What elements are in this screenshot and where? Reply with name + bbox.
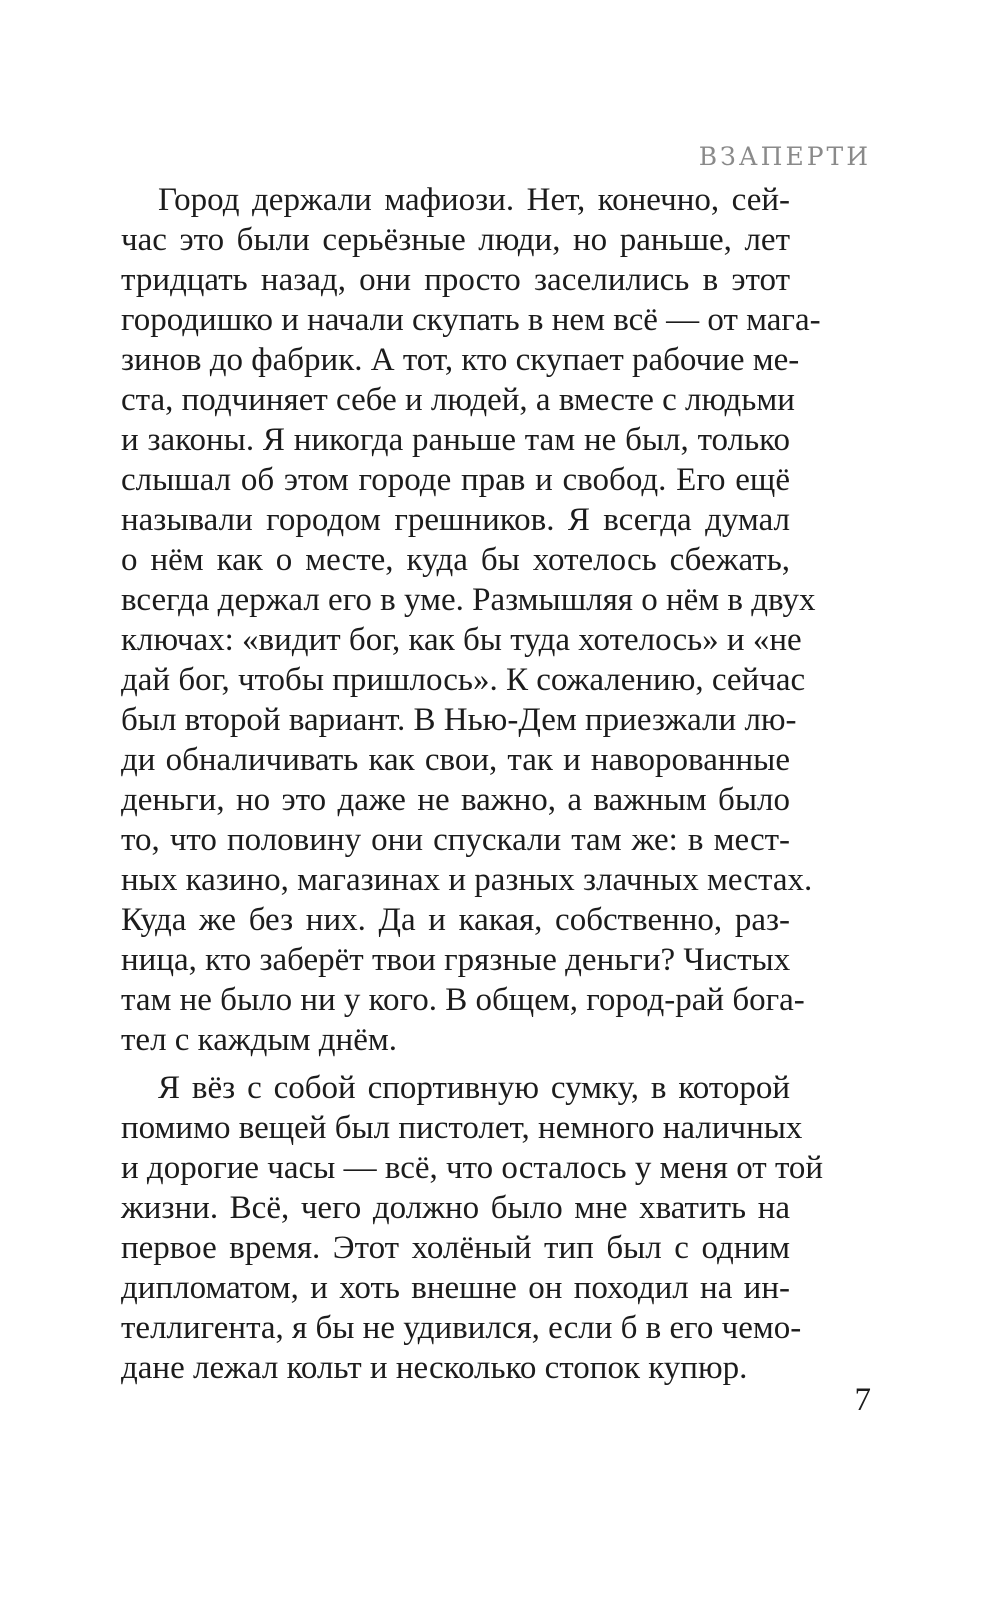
text-line: жизни. Всё, чего должно было мне хватить на [121, 1190, 790, 1226]
text-line: там не было ни у кого. В общем, город-рай бога- [121, 982, 805, 1018]
text-line: слышал об этом городе прав и свобод. Его ещё [121, 462, 790, 498]
text-line: городишко и начали скупать в нем всё — от мага- [121, 302, 821, 338]
text-line: тел с каждым днём. [121, 1022, 397, 1058]
text-line: то, что половину они спускали там же: в мест- [121, 822, 790, 858]
text-line: тридцать назад, они просто заселились в этот [121, 262, 790, 298]
text-line: Я вёз с собой спортивную сумку, в которой [158, 1070, 790, 1106]
text-line: и законы. Я никогда раньше там не был, только [121, 422, 790, 458]
text-line: ключах: «видит бог, как бы туда хотелось» и «не [121, 622, 802, 658]
text-line: первое время. Этот холёный тип был с одним [121, 1230, 790, 1266]
text-line: был второй вариант. В Нью-Дем приезжали лю- [121, 702, 797, 738]
text-line: деньги, но это даже не важно, а важным было [121, 782, 790, 818]
text-line: о нём как о месте, куда бы хотелось сбежать, [121, 542, 790, 578]
text-line: Город держали мафиози. Нет, конечно, сей- [158, 182, 790, 218]
text-line: ных казино, магазинах и разных злачных местах. [121, 862, 813, 898]
text-line: всегда держал его в уме. Размышляя о нём в двух [121, 582, 816, 618]
text-line: ста, подчиняет себе и людей, а вместе с людьми [121, 382, 795, 418]
text-line: помимо вещей был пистолет, немного наличных [121, 1110, 803, 1146]
running-head: ВЗАПЕРТИ [698, 142, 871, 171]
text-line: час это были серьёзные люди, но раньше, лет [121, 222, 790, 258]
text-line: дай бог, чтобы пришлось». К сожалению, сейчас [121, 662, 806, 698]
text-line: ди обналичивать как свои, так и наворованные [121, 742, 790, 778]
text-line: зинов до фабрик. А тот, кто скупает рабочие ме- [121, 342, 800, 378]
text-line: Куда же без них. Да и какая, собственно, раз- [121, 902, 790, 938]
text-line: дипломатом, и хоть внешне он походил на ин- [121, 1270, 790, 1306]
text-line: ница, кто заберёт твои грязные деньги? Чистых [121, 942, 791, 978]
text-line: и дорогие часы — всё, что осталось у меня от той [121, 1150, 824, 1186]
text-line: дане лежал кольт и несколько стопок купюр. [121, 1350, 748, 1386]
text-line: называли городом грешников. Я всегда думал [121, 502, 790, 538]
page-number: 7 [854, 1382, 871, 1418]
text-line: теллигента, я бы не удивился, если б в его чемо- [121, 1310, 802, 1346]
